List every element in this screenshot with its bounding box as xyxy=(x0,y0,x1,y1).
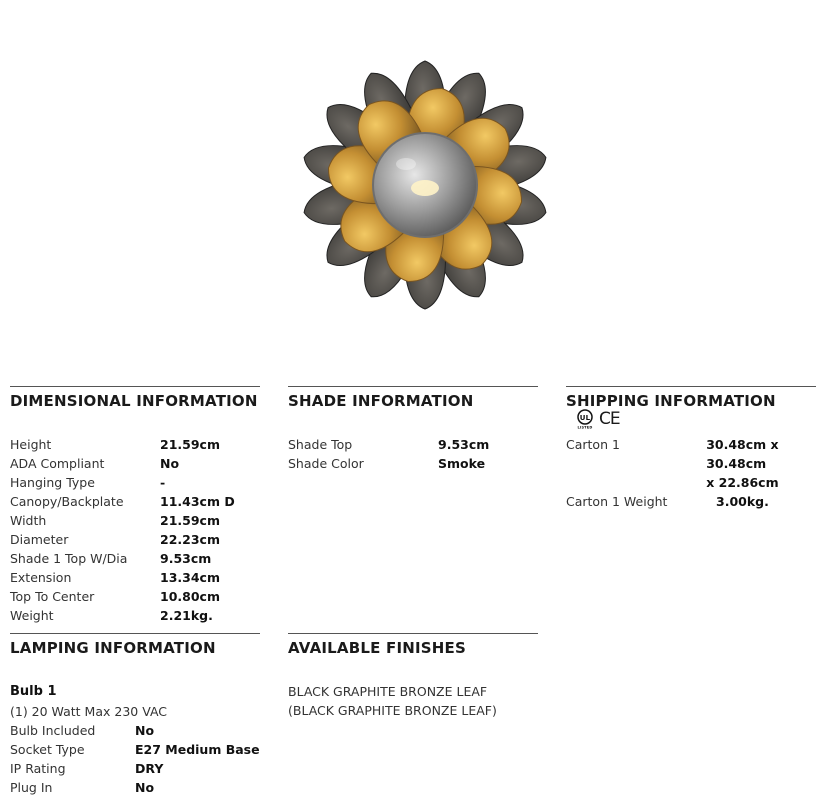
spec-value: 9.53cm xyxy=(160,551,212,566)
spec-row xyxy=(10,435,260,454)
spec-row xyxy=(288,454,538,473)
spec-row xyxy=(10,511,260,530)
spec-label: Socket Type xyxy=(10,742,85,757)
spec-value: No xyxy=(135,780,155,795)
spec-label: Height xyxy=(10,437,52,452)
section-title: AVAILABLE FINISHES xyxy=(288,639,466,657)
spec-row xyxy=(10,530,260,549)
spec-value: 21.59cm xyxy=(160,437,220,452)
spec-label: Bulb Included xyxy=(10,723,96,738)
bulb-filament xyxy=(411,180,439,196)
dimensional-rows xyxy=(10,435,260,625)
spec-value: No xyxy=(135,723,155,738)
bulb-title: Bulb 1 xyxy=(10,684,57,699)
spec-row xyxy=(10,778,260,797)
section-title: DIMENSIONAL INFORMATION xyxy=(10,392,258,410)
spec-label: Width xyxy=(10,513,47,528)
carton-value xyxy=(706,435,834,492)
spec-value: 10.80cm xyxy=(160,589,220,604)
spec-label: Hanging Type xyxy=(10,475,95,490)
lamping-section xyxy=(10,633,260,797)
shade-section xyxy=(288,386,538,473)
spec-value: - xyxy=(160,475,166,490)
ce-mark-icon: CE xyxy=(599,409,620,429)
spec-label: Extension xyxy=(10,570,72,585)
spec-value: 11.43cm D xyxy=(160,494,235,509)
spec-row xyxy=(10,587,260,606)
section-title: LAMPING INFORMATION xyxy=(10,639,216,657)
shipping-rows xyxy=(566,435,834,511)
bulb-description: (1) 20 Watt Max 230 VAC xyxy=(10,704,168,719)
carton-weight-label: Carton 1 Weight xyxy=(566,494,668,509)
spec-label: Canopy/Backplate xyxy=(10,494,124,509)
spec-label: Shade Top xyxy=(288,437,353,452)
carton-dims-line2: x 22.86cm xyxy=(706,475,779,490)
carton-weight-value: 3.00kg. xyxy=(716,494,769,509)
finish-text: BLACK GRAPHITE BRONZE LEAF (BLACK GRAPHITE BRONZE LEAF) xyxy=(288,684,497,718)
spec-value: 22.23cm xyxy=(160,532,220,547)
dimensional-section xyxy=(10,386,260,625)
ul-listed-icon xyxy=(574,409,596,429)
section-title-text: SHIPPING INFORMATION xyxy=(566,392,776,410)
carton-row xyxy=(566,435,834,492)
spec-value: 2.21kg. xyxy=(160,608,213,623)
lamping-rows xyxy=(10,721,260,797)
spec-label: Diameter xyxy=(10,532,69,547)
globe-highlight xyxy=(396,158,416,170)
carton-weight-row xyxy=(566,492,834,511)
spec-label: Plug In xyxy=(10,780,53,795)
spec-row xyxy=(10,606,260,625)
spec-row xyxy=(10,473,260,492)
section-title xyxy=(566,387,834,429)
spec-row xyxy=(10,759,260,778)
spec-value: Smoke xyxy=(438,456,486,471)
spec-label: Weight xyxy=(10,608,54,623)
spec-value: 9.53cm xyxy=(438,437,490,452)
spec-row xyxy=(10,740,260,759)
shipping-section xyxy=(566,386,834,511)
spec-label: ADA Compliant xyxy=(10,456,105,471)
spec-value: DRY xyxy=(135,761,164,776)
spec-row xyxy=(10,568,260,587)
ul-text: UL xyxy=(579,414,591,422)
spec-value: No xyxy=(160,456,180,471)
spec-value: 13.34cm xyxy=(160,570,220,585)
spec-row xyxy=(10,454,260,473)
product-image xyxy=(298,52,552,318)
shade-rows xyxy=(288,435,538,473)
finishes-section xyxy=(288,633,538,720)
ul-listed-text: LISTED xyxy=(577,425,593,429)
spec-row xyxy=(10,492,260,511)
spec-row xyxy=(10,721,260,740)
spec-value: 21.59cm xyxy=(160,513,220,528)
carton-label: Carton 1 xyxy=(566,437,620,452)
spec-label: IP Rating xyxy=(10,761,66,776)
spec-row xyxy=(10,549,260,568)
carton-dims-line1: 30.48cm x 30.48cm xyxy=(706,437,779,471)
certification-marks xyxy=(574,409,620,429)
spec-label: Shade 1 Top W/Dia xyxy=(10,551,128,566)
spec-value: E27 Medium Base xyxy=(135,742,260,757)
spec-label: Shade Color xyxy=(288,456,364,471)
section-title: SHADE INFORMATION xyxy=(288,392,474,410)
spec-label: Top To Center xyxy=(10,589,95,604)
spec-row xyxy=(288,435,538,454)
